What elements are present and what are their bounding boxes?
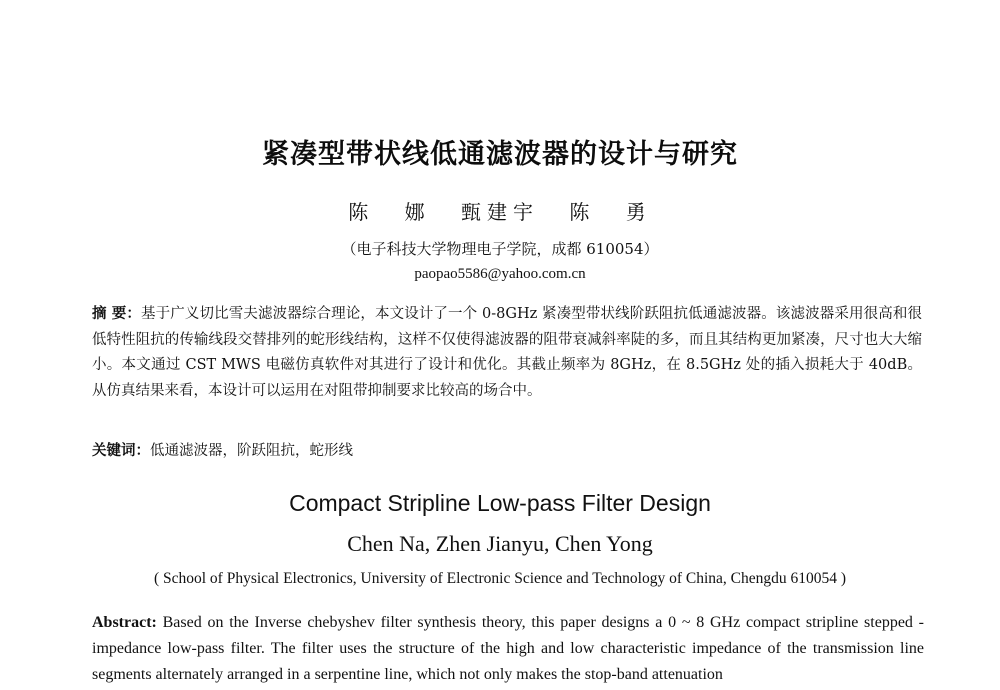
chinese-keywords-text: 低通滤波器，阶跃阻抗，蛇形线 [150,443,353,459]
chinese-affiliation: （电子科技大学物理电子学院，成都 610054） [341,240,659,258]
english-abstract [92,610,924,688]
chinese-title: 紧凑型带状线低通滤波器的设计与研究 [262,139,738,170]
chinese-keywords-label: 关键词： [92,443,150,459]
english-title: Compact Stripline Low-pass Filter Design [289,490,711,516]
english-abstract-label: Abstract: [92,614,157,631]
english-affiliation: ( School of Physical Electronics, University of Electronic Science and Technology of China, Chengdu 610054 ) [153,570,847,587]
chinese-abstract [92,302,922,404]
english-abstract-text: Based on the Inverse chebyshev filter synthesis theory, this paper designs a 0 ~ 8 GHz compact stripline stepped - impedance low-pass filter. The filter uses the structure of the high and low characteristic impedance of the transmission line segments alternately arranged in a serpentine line, which not only makes the stop-band attenuation [92,614,925,683]
author-email: paopao5586@yahoo.com.cn [414,266,586,282]
chinese-keywords [92,440,922,462]
english-authors: Chen Na, Zhen Jianyu, Chen Yong [347,531,653,556]
chinese-abstract-label: 摘 要： [92,306,142,322]
chinese-authors: 陈 娜 甄建宇 陈 勇 [348,200,652,224]
chinese-abstract-text: 基于广义切比雪夫滤波器综合理论，本文设计了一个 0-8GHz 紧凑型带状线阶跃阻抗低通滤波器。该滤波器采用很高和很低特性阻抗的传输线段交替排列的蛇形线结构，这样不仅使得滤波器的阻带衰减斜率陡的多，而且其结构更加紧凑，尺寸也大大缩小。本文通过 CST MWS 电磁仿真软件对其进行了设计和优化。其截止频率为 8GHz，在 8.5GHz 处的插入损耗大于 40dB。从仿真结果来看，本设计可以运用在对阻带抑制要求比较高的场合中。 [92,306,922,399]
